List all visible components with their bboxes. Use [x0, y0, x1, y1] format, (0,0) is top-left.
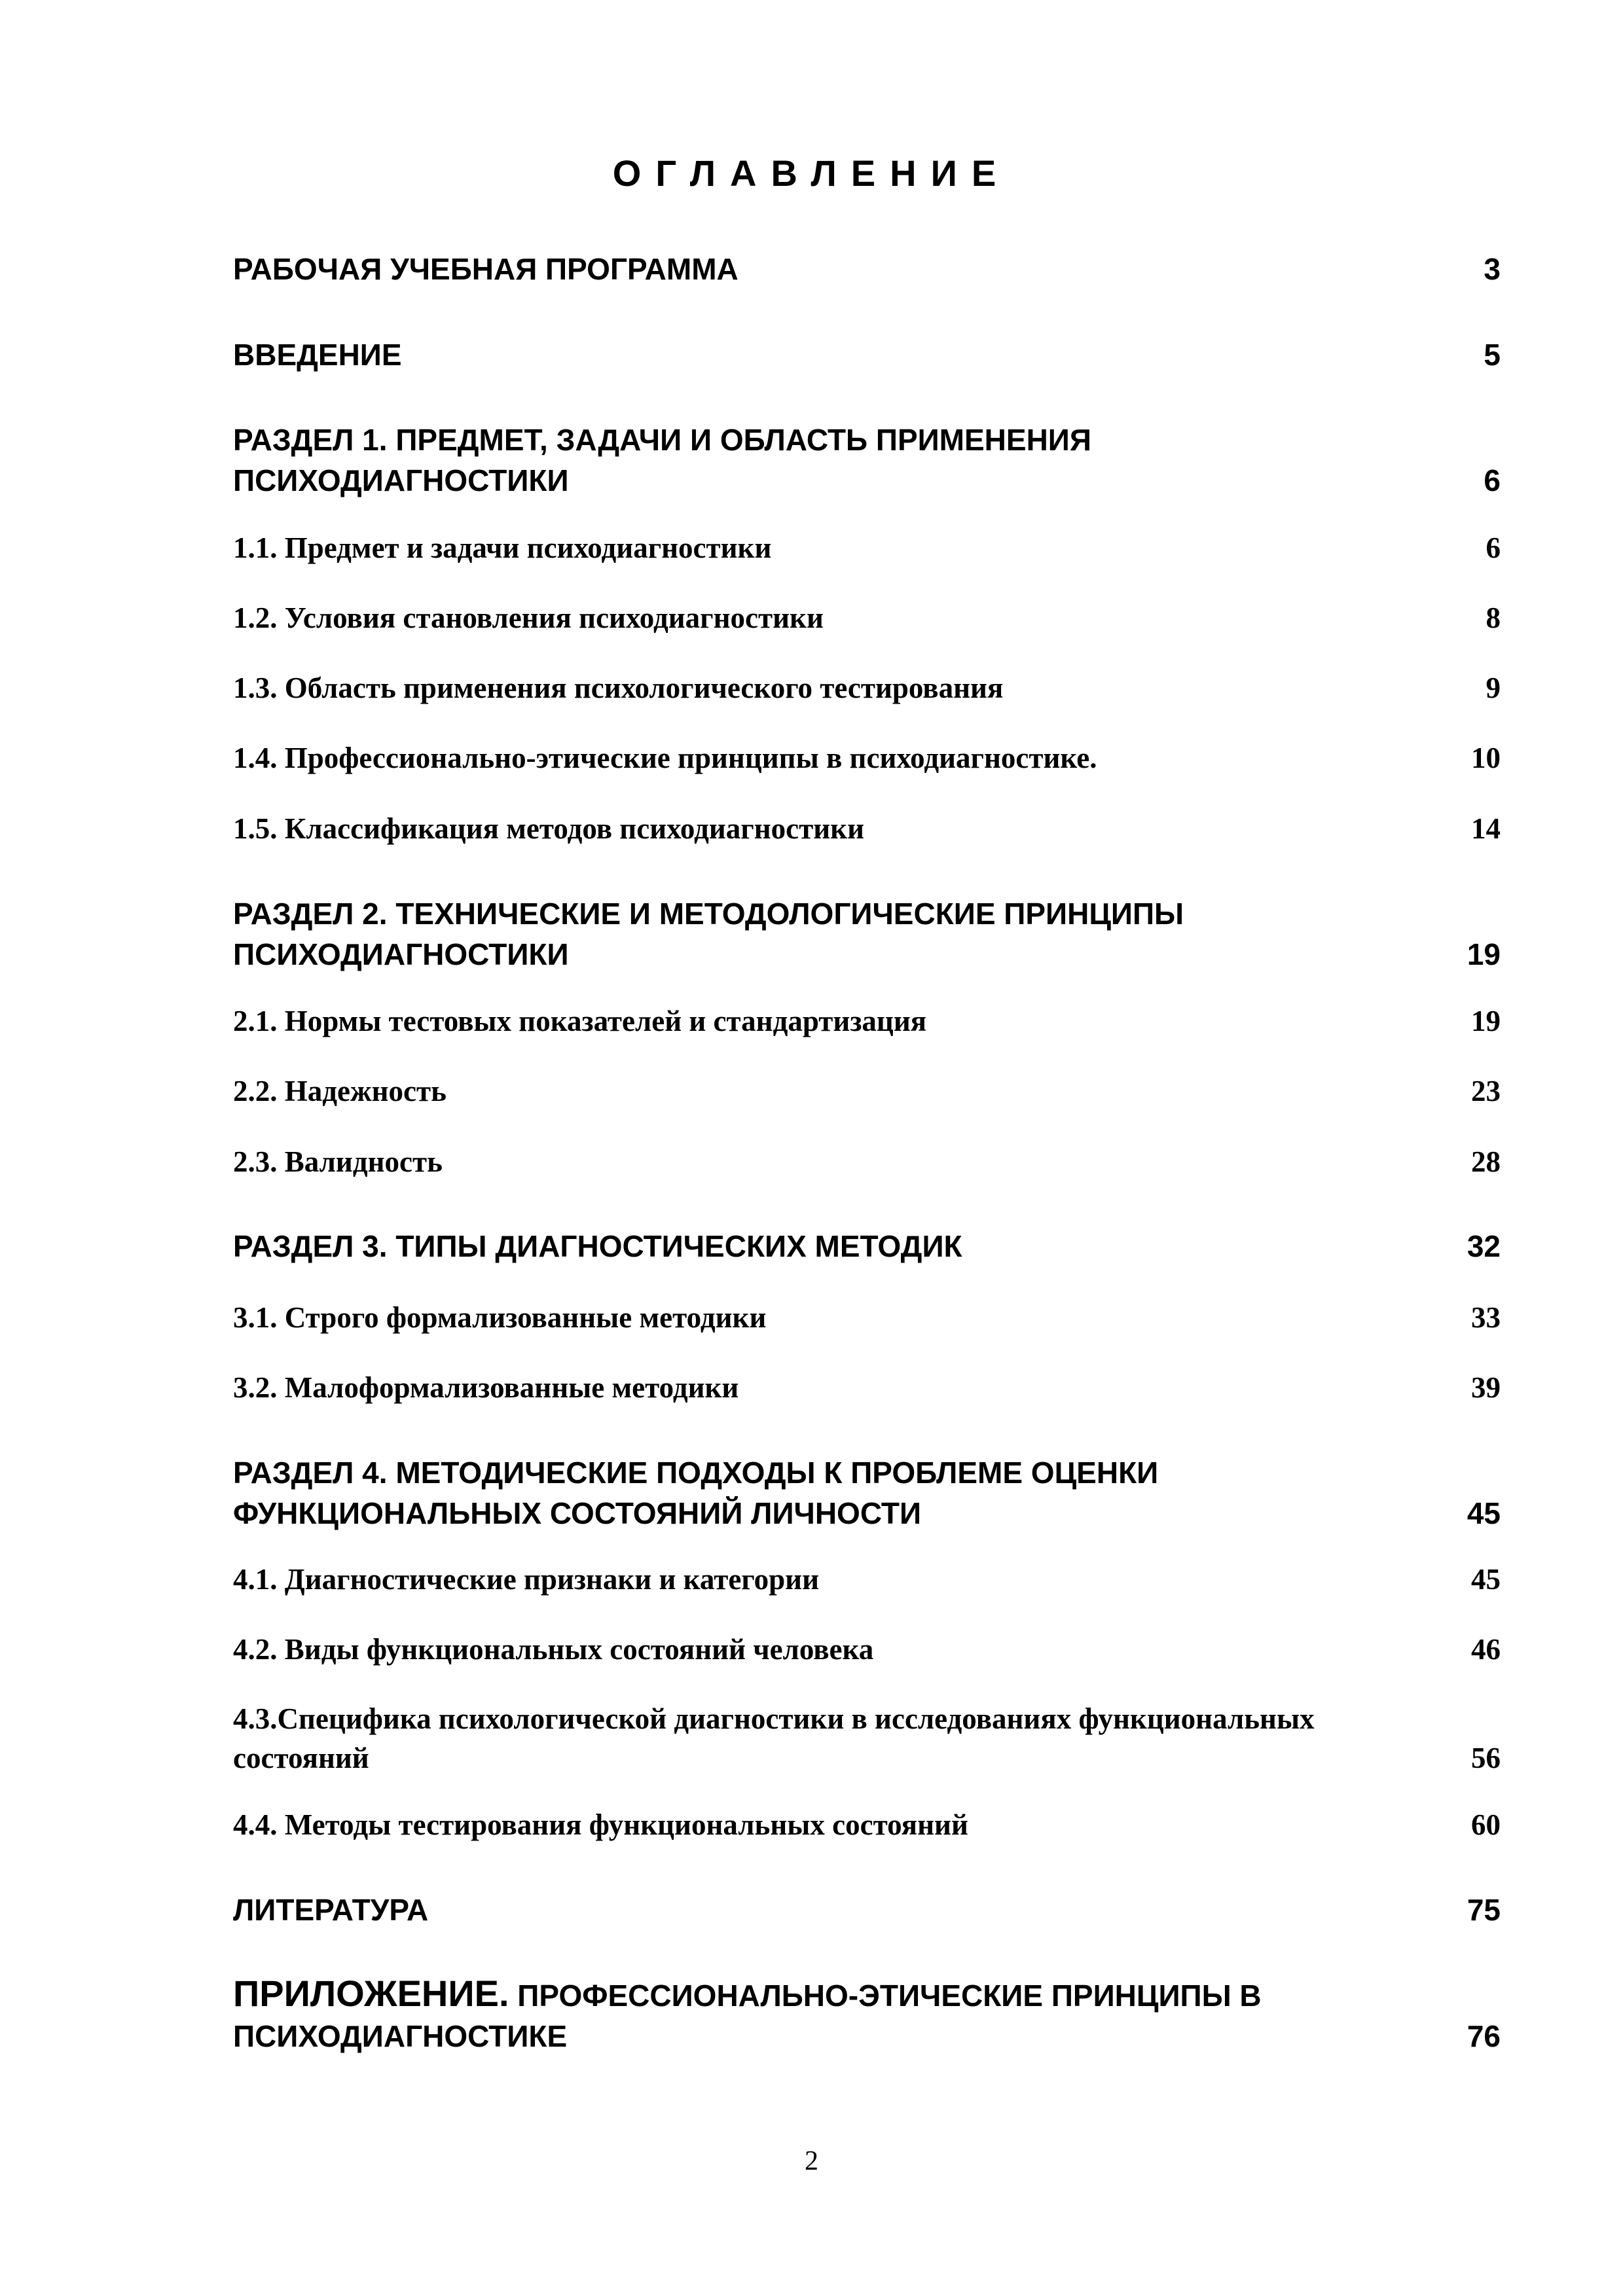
toc-entry-text: 2.1. Нормы тестовых показателей и стандартизация	[233, 1005, 927, 1037]
toc-entry-text: РАБОЧАЯ УЧЕБНАЯ ПРОГРАММА	[233, 252, 739, 286]
toc-entry-2-3	[233, 1142, 1501, 1181]
toc-entry-page: 19	[1471, 1005, 1501, 1037]
toc-entry-4-1	[233, 1560, 1501, 1599]
toc-entry-page: 8	[1486, 601, 1501, 634]
toc-entry-text: РАЗДЕЛ 3. ТИПЫ ДИАГНОСТИЧЕСКИХ МЕТОДИК	[233, 1229, 962, 1263]
toc-entry-section-4	[233, 1452, 1501, 1534]
toc-entry-text: 4.2. Виды функциональных состояний человека	[233, 1633, 874, 1666]
toc-entry-2-1	[233, 1001, 1501, 1041]
toc-entry-section-1	[233, 420, 1501, 501]
toc-entry-work-program	[233, 249, 1501, 289]
toc-entry-1-1	[233, 528, 1501, 567]
toc-entry-page: 45	[1467, 1496, 1501, 1530]
toc-entry-text: ВВЕДЕНИЕ	[233, 338, 402, 372]
toc-entry-4-4	[233, 1805, 1501, 1844]
toc-entry-page: 9	[1486, 672, 1501, 704]
toc-entry-page: 14	[1471, 812, 1501, 845]
toc-entry-text: 4.3.Специфика психологической диагностики в исследованиях функциональных состояний	[233, 1702, 1315, 1774]
toc-entry-2-2	[233, 1071, 1501, 1111]
toc-entry-page: 19	[1467, 937, 1501, 971]
toc-entry-appendix	[233, 1973, 1501, 2056]
toc-entry-page: 6	[1484, 463, 1501, 497]
toc-entry-page: 75	[1467, 1893, 1501, 1927]
toc-entry-section-2	[233, 893, 1501, 975]
toc-entry-page: 5	[1484, 338, 1501, 372]
toc-entry-3-1	[233, 1298, 1501, 1337]
toc-entry-page: 39	[1471, 1371, 1501, 1404]
toc-entry-1-4	[233, 738, 1501, 778]
toc-entry-page: 3	[1484, 252, 1501, 286]
toc-entry-page: 45	[1471, 1563, 1501, 1596]
toc-entry-text: 1.5. Классификация методов психодиагностики	[233, 812, 865, 845]
toc-entry-text: 1.4. Профессионально-этические принципы в психодиагностике.	[233, 742, 1097, 774]
appendix-title: ПРОФЕССИОНАЛЬНО-ЭТИЧЕСКИЕ ПРИНЦИПЫ В ПСИХОДИАГНОСТИКЕ	[233, 1979, 1262, 2053]
toc-entry-text: 2.3. Валидность	[233, 1145, 443, 1178]
toc-entry-text: ЛИТЕРАТУРА	[233, 1893, 429, 1927]
toc-entry-page: 28	[1471, 1145, 1501, 1178]
toc-entry-page: 76	[1467, 2019, 1501, 2053]
toc-entry-4-3	[233, 1699, 1501, 1778]
toc-entry-text: РАЗДЕЛ 4. МЕТОДИЧЕСКИЕ ПОДХОДЫ К ПРОБЛЕМЕ ОЦЕНКИ ФУНКЦИОНАЛЬНЫХ СОСТОЯНИЙ ЛИЧНОСТИ	[233, 1456, 1159, 1530]
toc-entry-page: 23	[1471, 1075, 1501, 1107]
toc-entry-text: 3.1. Строго формализованные методики	[233, 1301, 767, 1334]
toc-entry-text: РАЗДЕЛ 1. ПРЕДМЕТ, ЗАДАЧИ И ОБЛАСТЬ ПРИМЕНЕНИЯ ПСИХОДИАГНОСТИКИ	[233, 423, 1091, 497]
toc-entry-3-2	[233, 1368, 1501, 1407]
appendix-label: ПРИЛОЖЕНИЕ.	[233, 1973, 509, 2014]
toc-entry-text: 2.2. Надежность	[233, 1075, 447, 1107]
toc-entry-literature	[233, 1890, 1501, 1930]
toc-entry-4-2	[233, 1630, 1501, 1669]
toc-entry-page: 56	[1471, 1742, 1501, 1774]
toc-entry-1-3	[233, 668, 1501, 708]
toc-entry-section-3	[233, 1226, 1501, 1266]
toc-entry-text: РАЗДЕЛ 2. ТЕХНИЧЕСКИЕ И МЕТОДОЛОГИЧЕСКИЕ ПРИНЦИПЫ ПСИХОДИАГНОСТИКИ	[233, 897, 1184, 971]
toc-entry-page: 32	[1467, 1229, 1501, 1263]
toc-entry-page: 46	[1471, 1633, 1501, 1666]
toc-entry-1-2	[233, 598, 1501, 637]
toc-entry-text: 1.1. Предмет и задачи психодиагностики	[233, 531, 772, 564]
page-title: ОГЛАВЛЕНИЕ	[612, 152, 1011, 194]
toc-entry-text: 3.2. Малоформализованные методики	[233, 1371, 739, 1404]
page-number: 2	[805, 2146, 818, 2176]
toc-entry-page: 10	[1471, 742, 1501, 774]
toc-entry-text: 1.3. Область применения психологического тестирования	[233, 672, 1004, 704]
toc-entry-text: 4.4. Методы тестирования функциональных состояний	[233, 1808, 968, 1841]
toc-entry-page: 33	[1471, 1301, 1501, 1334]
toc-entry-1-5	[233, 809, 1501, 848]
toc-entry-text: 4.1. Диагностические признаки и категории	[233, 1563, 819, 1596]
toc-entry-text	[233, 1973, 1501, 2056]
toc-entry-text: 1.2. Условия становления психодиагностики	[233, 601, 824, 634]
toc-entry-page: 60	[1471, 1808, 1501, 1841]
toc-entry-page: 6	[1486, 531, 1501, 564]
toc-entry-introduction	[233, 334, 1501, 375]
